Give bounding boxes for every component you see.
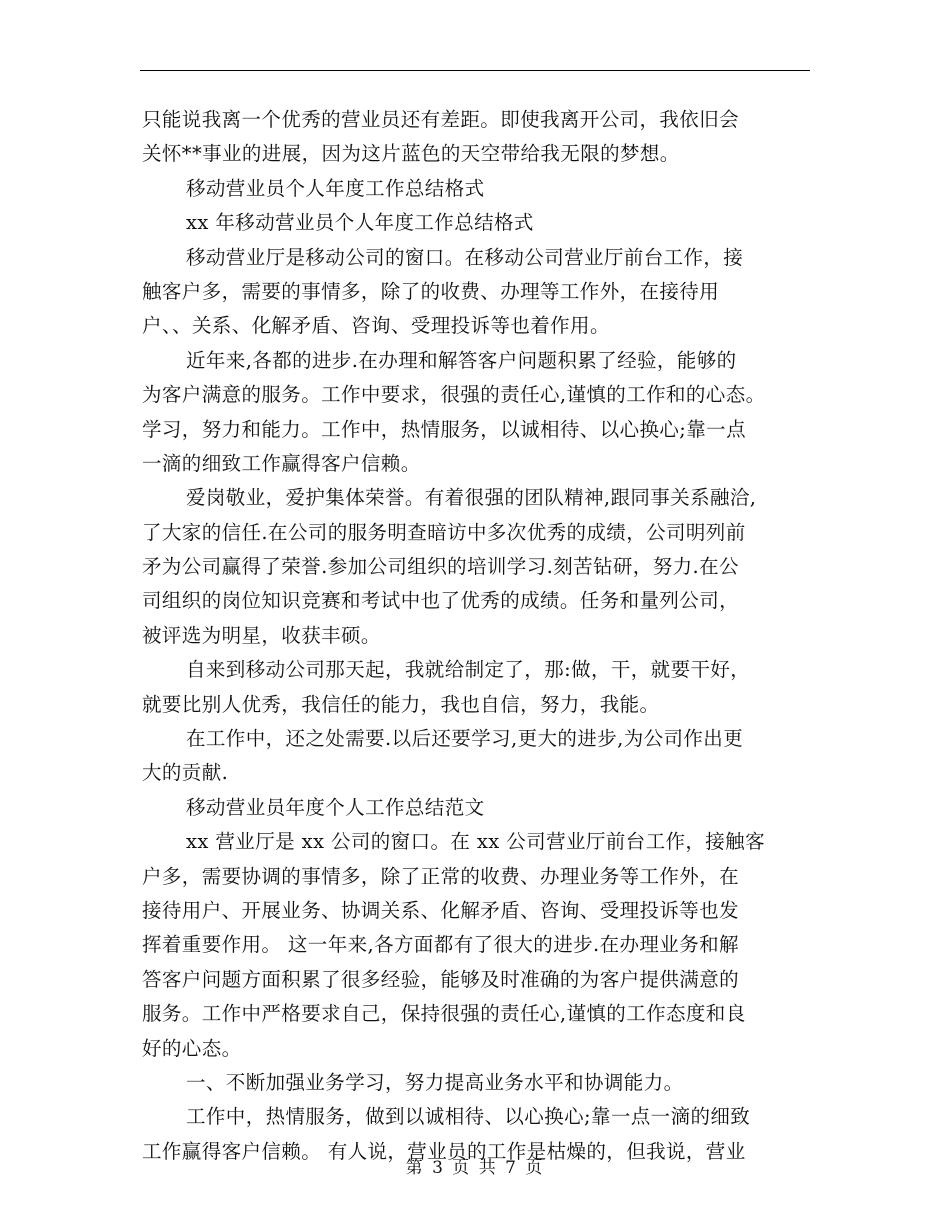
document-line: 户多，需要协调的事情多，除了正常的收费、办理业务等工作外，在 bbox=[142, 864, 740, 888]
document-line: 爱岗敬业，爱护集体荣誉。有着很强的团队精神,跟同事关系融洽, bbox=[186, 486, 757, 510]
document-line: 大的贡献. bbox=[142, 761, 229, 785]
header-rule bbox=[140, 70, 810, 71]
document-line: 接待用户、开展业务、协调关系、化解矛盾、咨询、受理投诉等也发 bbox=[142, 898, 740, 922]
page-number-footer: 第 3 页 共 7 页 bbox=[405, 1158, 545, 1178]
document-line: 一、不断加强业务学习，努力提高业务水平和协调能力。 bbox=[186, 1070, 684, 1094]
document-line: 一滴的细致工作赢得客户信赖。 bbox=[142, 451, 421, 475]
document-line: 了大家的信任.在公司的服务明查暗访中多次优秀的成绩，公司明列前 bbox=[142, 520, 746, 544]
document-line: 司组织的岗位知识竞赛和考试中也了优秀的成绩。任务和量列公司， bbox=[142, 589, 740, 613]
document-line: 工作中，热情服务，做到以诚相待、以心换心;靠一点一滴的细致 bbox=[186, 1105, 751, 1129]
document-line: 移动营业员个人年度工作总结格式 bbox=[186, 176, 485, 200]
document-line: 近年来,各都的进步.在办理和解答客户问题积累了经验，能够的 bbox=[186, 348, 737, 372]
document-line: xx 营业厅是 xx 公司的窗口。在 xx 公司营业厅前台工作，接触客 bbox=[186, 830, 765, 854]
document-line: 自来到移动公司那天起，我就给制定了，那:做，干，就要干好， bbox=[186, 658, 751, 682]
document-line: 学习，努力和能力。工作中，热情服务，以诚相待、以心换心;靠一点 bbox=[142, 417, 746, 441]
document-line: 在工作中，还之处需要.以后还要学习,更大的进步,为公司作出更 bbox=[186, 727, 744, 751]
document-line: 移动营业厅是移动公司的窗口。在移动公司营业厅前台工作，接 bbox=[186, 245, 744, 269]
document-line: 移动营业员年度个人工作总结范文 bbox=[186, 795, 485, 819]
document-line: xx 年移动营业员个人年度工作总结格式 bbox=[186, 211, 534, 235]
document-line: 关怀**事业的进展，因为这片蓝色的天空带给我无限的梦想。 bbox=[142, 142, 680, 166]
document-line: 工作赢得客户信赖。 有人说，营业员的工作是枯燥的，但我说，营业 bbox=[142, 1139, 746, 1163]
document-line: 只能说我离一个优秀的营业员还有差距。即使我离开公司，我依旧会 bbox=[142, 108, 740, 131]
document-line: 挥着重要作用。 这一年来,各方面都有了很大的进步.在办理业务和解 bbox=[142, 933, 739, 957]
document-line: 好的心态。 bbox=[142, 1036, 242, 1060]
document-line: 就要比别人优秀，我信任的能力，我也自信，努力，我能。 bbox=[142, 692, 660, 716]
document-line: 矛为公司赢得了荣誉.参加公司组织的培训学习.刻苦钻研，努力.在公 bbox=[142, 555, 739, 579]
document-line: 为客户满意的服务。工作中要求，很强的责任心,谨慎的工作和的心态。 bbox=[142, 383, 766, 407]
document-line: 触客户多，需要的事情多，除了的收费、办理等工作外，在接待用 bbox=[142, 279, 720, 303]
document-body bbox=[142, 103, 812, 1169]
document-line: 服务。工作中严格要求自己，保持很强的责任心,谨慎的工作态度和良 bbox=[142, 1002, 746, 1026]
document-line: 答客户问题方面积累了很多经验，能够及时准确的为客户提供满意的 bbox=[142, 967, 740, 991]
document-line: 户、、关系、化解矛盾、咨询、受理投诉等也着作用。 bbox=[142, 314, 610, 338]
document-line: 被评选为明星，收获丰硕。 bbox=[142, 623, 381, 647]
